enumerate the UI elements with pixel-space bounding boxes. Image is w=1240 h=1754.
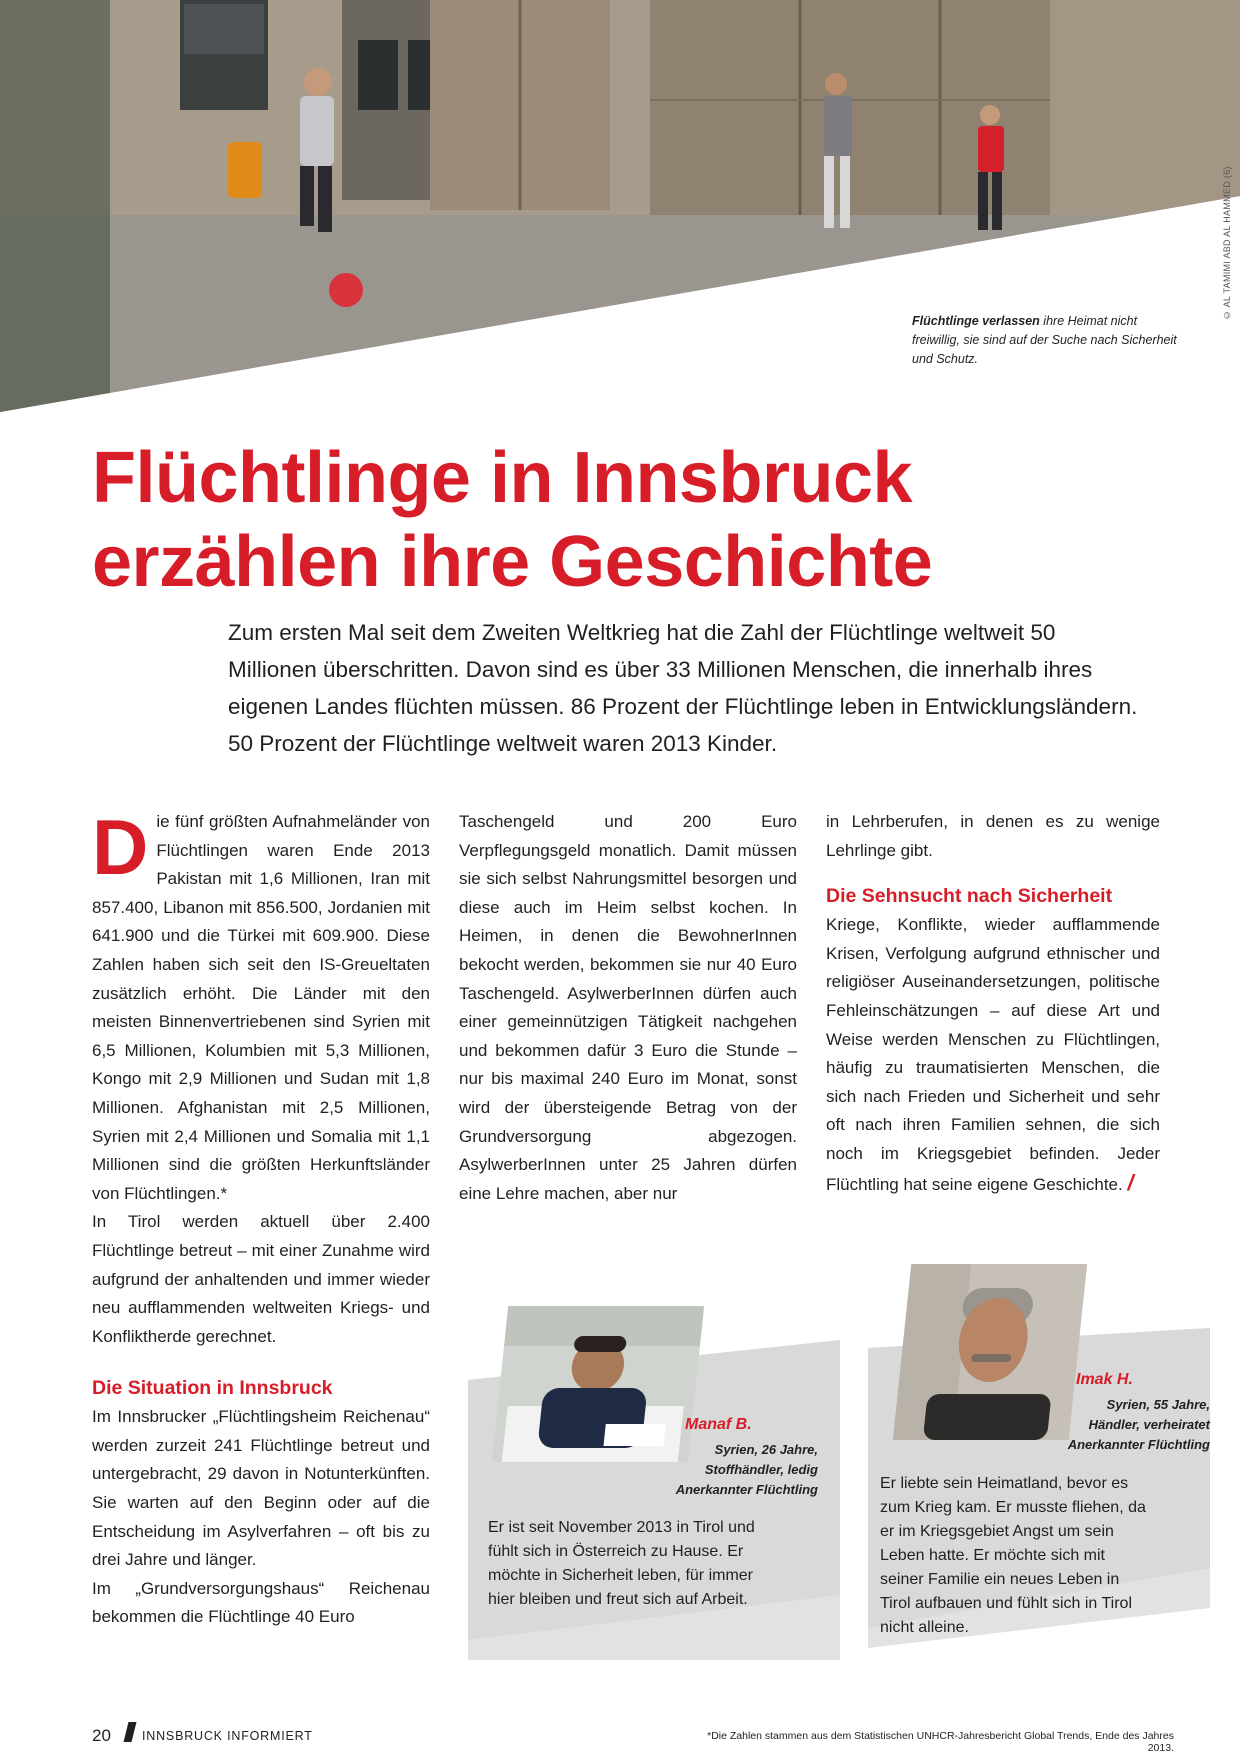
paragraph-intro <box>92 803 430 1208</box>
lead-paragraph: Zum ersten Mal seit dem Zweiten Weltkrieg hat die Zahl der Flüchtlinge weltweit 50 Millionen überschritten. Davon sind es über 33 Millionen Menschen, die innerhalb ihres eigenen Landes flüchten müssen. 86 Prozent der Flüchtlinge leben in Entwicklungsländern. 50 Prozent der Flüchtlinge weltweit waren 2013 Kinder. <box>228 620 1138 756</box>
subhead-sehnsucht: Die Sehnsucht nach Sicherheit <box>826 885 1113 908</box>
footer-slash-mark <box>124 1722 137 1742</box>
article-column-1 <box>92 803 430 1632</box>
profile-2-detail-2: Händler, verheiratet <box>1088 1417 1210 1432</box>
profile-1-quote: Er ist seit November 2013 in Tirol und fühlt sich in Österreich zu Hause. Er möchte in Sicherheit leben, für immer hier bleiben und freut sich auf Arbeit. <box>488 1519 755 1608</box>
profile-2-quote: Er liebte sein Heimatland, bevor es zum Krieg kam. Er musste fliehen, da er im Kriegsgebiet Angst um sein Leben hatte. Er möchte sich mit seiner Familie ein neues Leben in Tirol aufbauen und fühlt sich in Tirol nicht alleine. <box>880 1475 1146 1636</box>
paragraph-situation: Im Innsbrucker „Flüchtlingsheim Reichenau“ werden zurzeit 241 Flüchtlinge betreut und untergebracht, 29 davon in Notunterkünften. Sie warten auf den Beginn oder auf die Entscheidung im Asylverfahren – oft bis zu drei Jahre und länger. <box>92 1407 430 1570</box>
profile-1-detail-1: Syrien, 26 Jahre, <box>714 1442 818 1457</box>
photo-caption <box>912 312 1182 369</box>
title-line-2: erzählen ihre Geschichte <box>92 522 933 602</box>
publication-name: INNSBRUCK INFORMIERT <box>142 1729 313 1743</box>
profile-1-detail-2: Stoffhändler, ledig <box>704 1462 818 1477</box>
page-title <box>92 436 1192 604</box>
paragraph-taschengeld: Taschengeld und 200 Euro Verpflegungsgeld monatlich. Damit müssen sie sich selbst Nahrungsmittel besorgen und diese auch im Heim selbst kochen. In Heimen, in denen die BewohnerInnen bekocht werden, bekommen sie nur 40 Euro Taschengeld. AsylwerberInnen dürfen auch einer gemeinnützigen Tätigkeit nachgehen und bekommen dafür 3 Euro die Stunde – nur bis maximal 240 Euro im Monat, sonst wird der übersteigende Betrag von der Grundversorgung abgezogen. AsylwerberInnen unter 25 Jahren dürfen eine Lehre machen, aber nur <box>459 812 797 1203</box>
profile-1-name: Manaf B. <box>685 1416 752 1433</box>
paragraph-tirol: In Tirol werden aktuell über 2.400 Flüchtlinge betreut – mit einer Zunahme wird aufgrund der anhaltenden und immer wieder neu aufflammenden weltweiten Kriegs- und Konfliktherde gerechnet. <box>92 1212 430 1346</box>
profile-2-detail-1: Syrien, 55 Jahre, <box>1106 1397 1210 1412</box>
profile-2-name: Imak H. <box>1076 1371 1133 1388</box>
paragraph-lehrberufe: in Lehrberufen, in denen es zu wenige Lehrlinge gibt. <box>826 812 1160 860</box>
photo-credit: © AL TAMIMI ABD AL HAMMED (6) <box>1222 166 1232 320</box>
footnote: *Die Zahlen stammen aus dem Statistischen UNHCR-Jahresbericht Global Trends, Ende des Jahres 2013. <box>707 1730 1174 1754</box>
drop-cap: D <box>92 803 149 891</box>
profile-2-detail-3: Anerkannter Flüchtling <box>1067 1437 1210 1452</box>
paragraph-sehnsucht-text: Kriege, Konflikte, wieder aufflammende Krisen, Verfolgung aufgrund ethnischer und religiöser Auseinandersetzungen, politische Fehleinschätzungen – auf diese Art und Weise werden Menschen zu Flüchtlingen, häufig zu traumatisierten Menschen, die sich nach Frieden und Sicherheit und sehr oft nach ihren Familien sehnen, die sich noch im Kriegsgebiet befinden. Jeder Flüchtling hat seine eigene Geschichte. <box>826 915 1160 1194</box>
caption-bold: Flüchtlinge verlassen <box>912 314 1040 328</box>
profile-2-details <box>1018 1395 1210 1455</box>
page-number: 20 <box>92 1726 111 1745</box>
title-line-1: Flüchtlinge in Innsbruck <box>92 438 913 518</box>
subhead-situation: Die Situation in Innsbruck <box>92 1377 333 1400</box>
end-mark: / <box>1127 1169 1134 1195</box>
paragraph-sehnsucht <box>826 911 1160 1199</box>
profile-1-detail-3: Anerkannter Flüchtling <box>675 1482 818 1497</box>
article-column-2 <box>459 808 797 1208</box>
paragraph-grundversorgung: Im „Grundversorgungshaus“ Reichenau bekommen die Flüchtlinge 40 Euro <box>92 1578 430 1627</box>
profile-1-details <box>626 1440 818 1500</box>
caption-text: ihre Heimat nicht freiwillig, sie sind auf der Suche nach Sicherheit und Schutz. <box>912 314 1177 366</box>
portrait-manaf <box>492 1306 704 1462</box>
paragraph-intro-text: ie fünf größten Aufnahmeländer von Flüchtlingen waren Ende 2013 Pakistan mit 1,6 Millionen, Iran mit 857.400, Libanon mit 856.500, Jordanien mit 641.900 und die Türkei mit 609.900. Diese Zahlen haben sich seit den IS-Greueltaten zusätzlich erhöht. Die Länder mit den meisten Binnenvertriebenen sind Syrien mit 6,5 Millionen, Kolumbien mit 5,3 Millionen, Kongo mit 2,9 Millionen und Sudan mit 1,8 Millionen. Afghanistan mit 2,5 Millionen, Syrien mit 2,4 Millionen und Somalia mit 1,1 Millionen sind die größten Herkunftsländer von Flüchtlingen.* <box>92 812 430 1203</box>
article-column-3 <box>826 808 1160 1199</box>
